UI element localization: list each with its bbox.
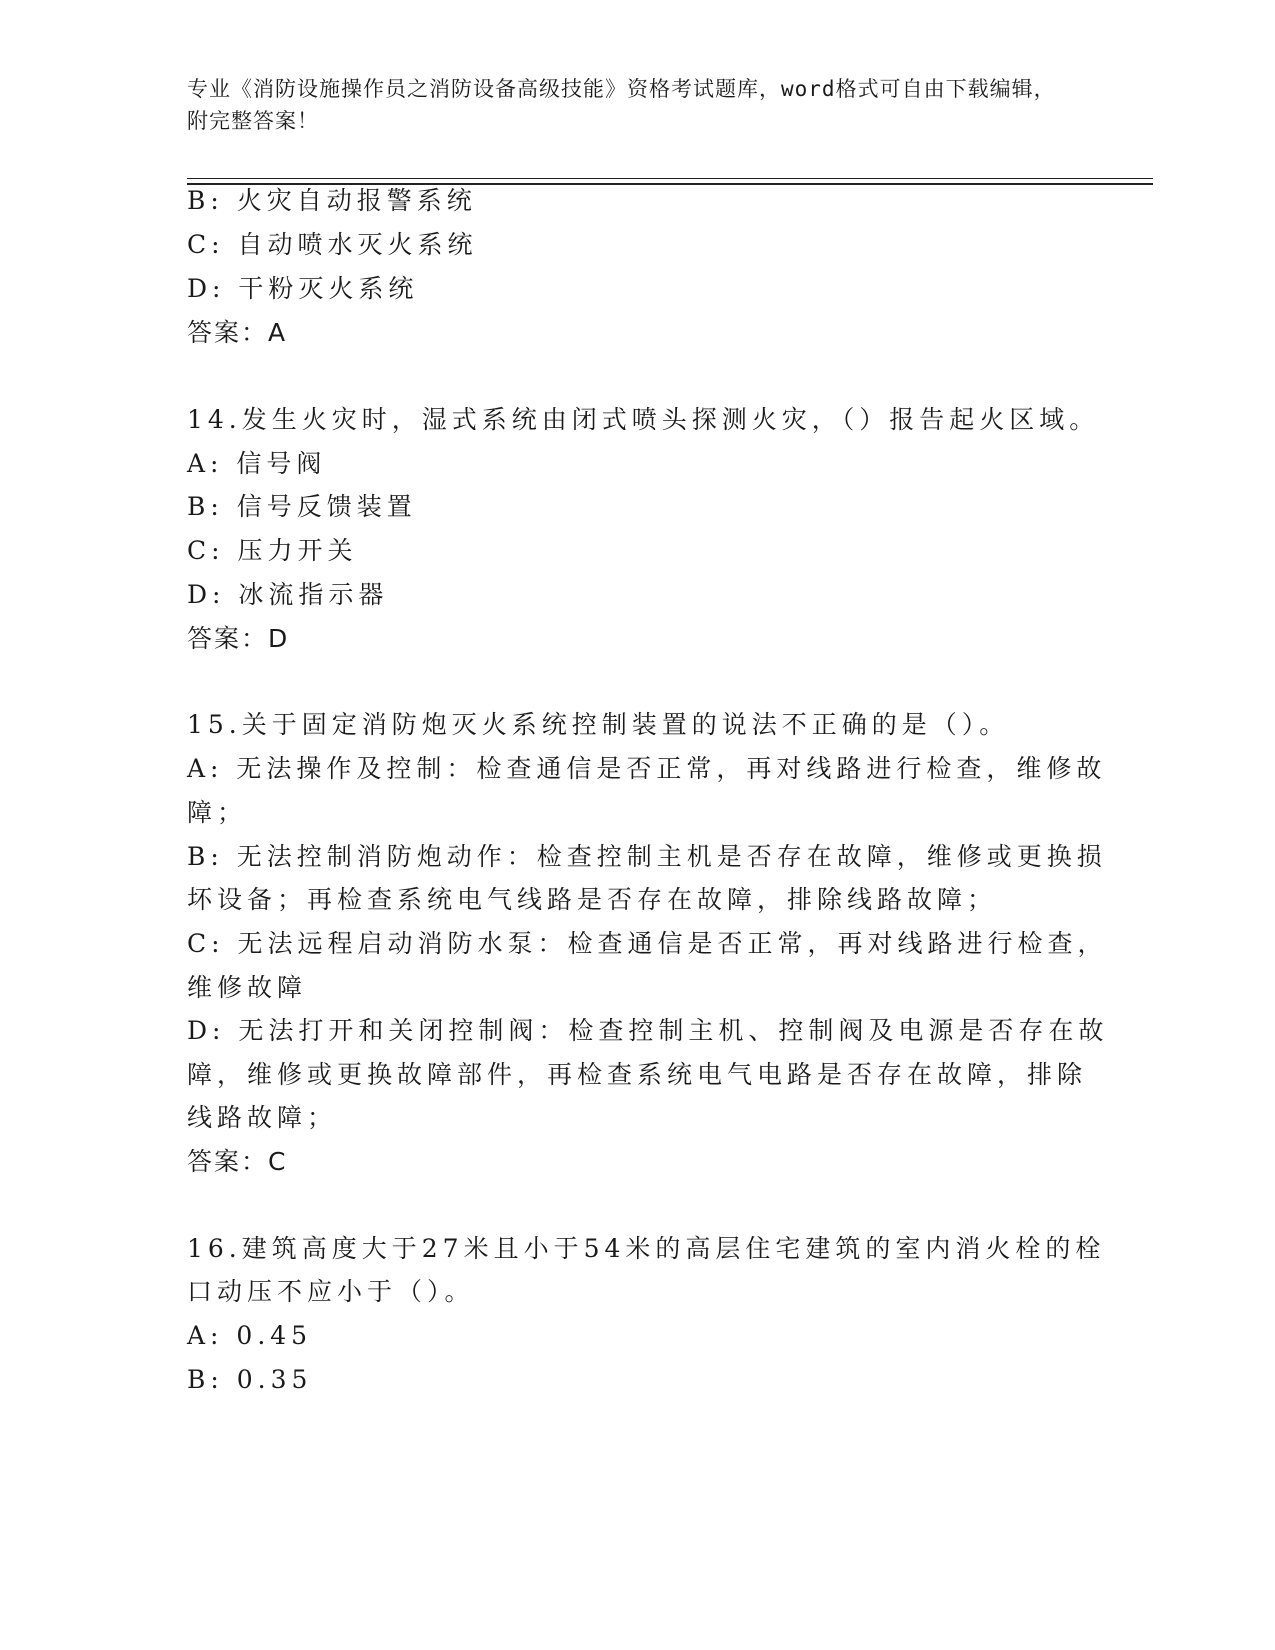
header-divider-thin [187, 178, 1153, 179]
option-b: B: 火灾自动报警系统 [187, 186, 477, 215]
question-15-stem: 15.关于固定消防炮灭火系统控制装置的说法不正确的是（）。 [187, 710, 1010, 739]
question-14-answer: 答案：D [187, 624, 290, 653]
question-16-option-b: B: 0.35 [187, 1365, 313, 1394]
question-15-option-d: D: 无法打开和关闭控制阀：检查控制主机、控制阀及电源是否存在故 [187, 1016, 1109, 1045]
question-15-option-a: A: 无法操作及控制：检查通信是否正常，再对线路进行检查，维修故 [187, 754, 1107, 783]
option-c: C: 自动喷水灭火系统 [187, 230, 478, 259]
option-d: D: 干粉灭火系统 [187, 274, 419, 303]
question-14-option-a: A: 信号阀 [187, 449, 327, 478]
question-15-option-d-cont1: 障，维修或更换故障部件，再检查系统电气电路是否存在故障，排除 [187, 1060, 1088, 1089]
question-15-option-a-cont: 障； [187, 798, 248, 827]
question-16-stem-cont: 口动压不应小于（）。 [187, 1277, 475, 1306]
question-14-option-b: B: 信号反馈装置 [187, 492, 417, 521]
question-14-option-c: C: 压力开关 [187, 536, 358, 565]
question-15-option-d-cont2: 线路故障； [187, 1103, 338, 1132]
question-14-option-d: D: 冰流指示器 [187, 580, 389, 609]
question-15-option-b-cont: 坏设备；再检查系统电气线路是否存在故障，排除线路故障； [187, 885, 998, 914]
document-header: 专业《消防设施操作员之消防设备高级技能》资格考试题库，word格式可自由下载编辑，附完整答案！ [187, 77, 1056, 133]
answer-line: 答案：A [187, 318, 288, 347]
question-15-answer: 答案：C [187, 1147, 288, 1176]
question-15-option-c: C: 无法远程启动消防水泵：检查通信是否正常，再对线路进行检查， [187, 929, 1108, 958]
header-divider-thick [187, 183, 1153, 185]
question-14-stem: 14.发生火灾时，湿式系统由闭式喷头探测火灾，（）报告起火区域。 [187, 405, 1100, 434]
question-15-option-c-cont: 维修故障 [187, 973, 308, 1002]
question-15-option-b: B: 无法控制消防炮动作：检查控制主机是否存在故障，维修或更换损 [187, 842, 1107, 871]
question-16-option-a: A: 0.45 [187, 1321, 313, 1350]
question-16-stem: 16.建筑高度大于27米且小于54米的高层住宅建筑的室内消火栓的栓 [187, 1234, 1106, 1263]
